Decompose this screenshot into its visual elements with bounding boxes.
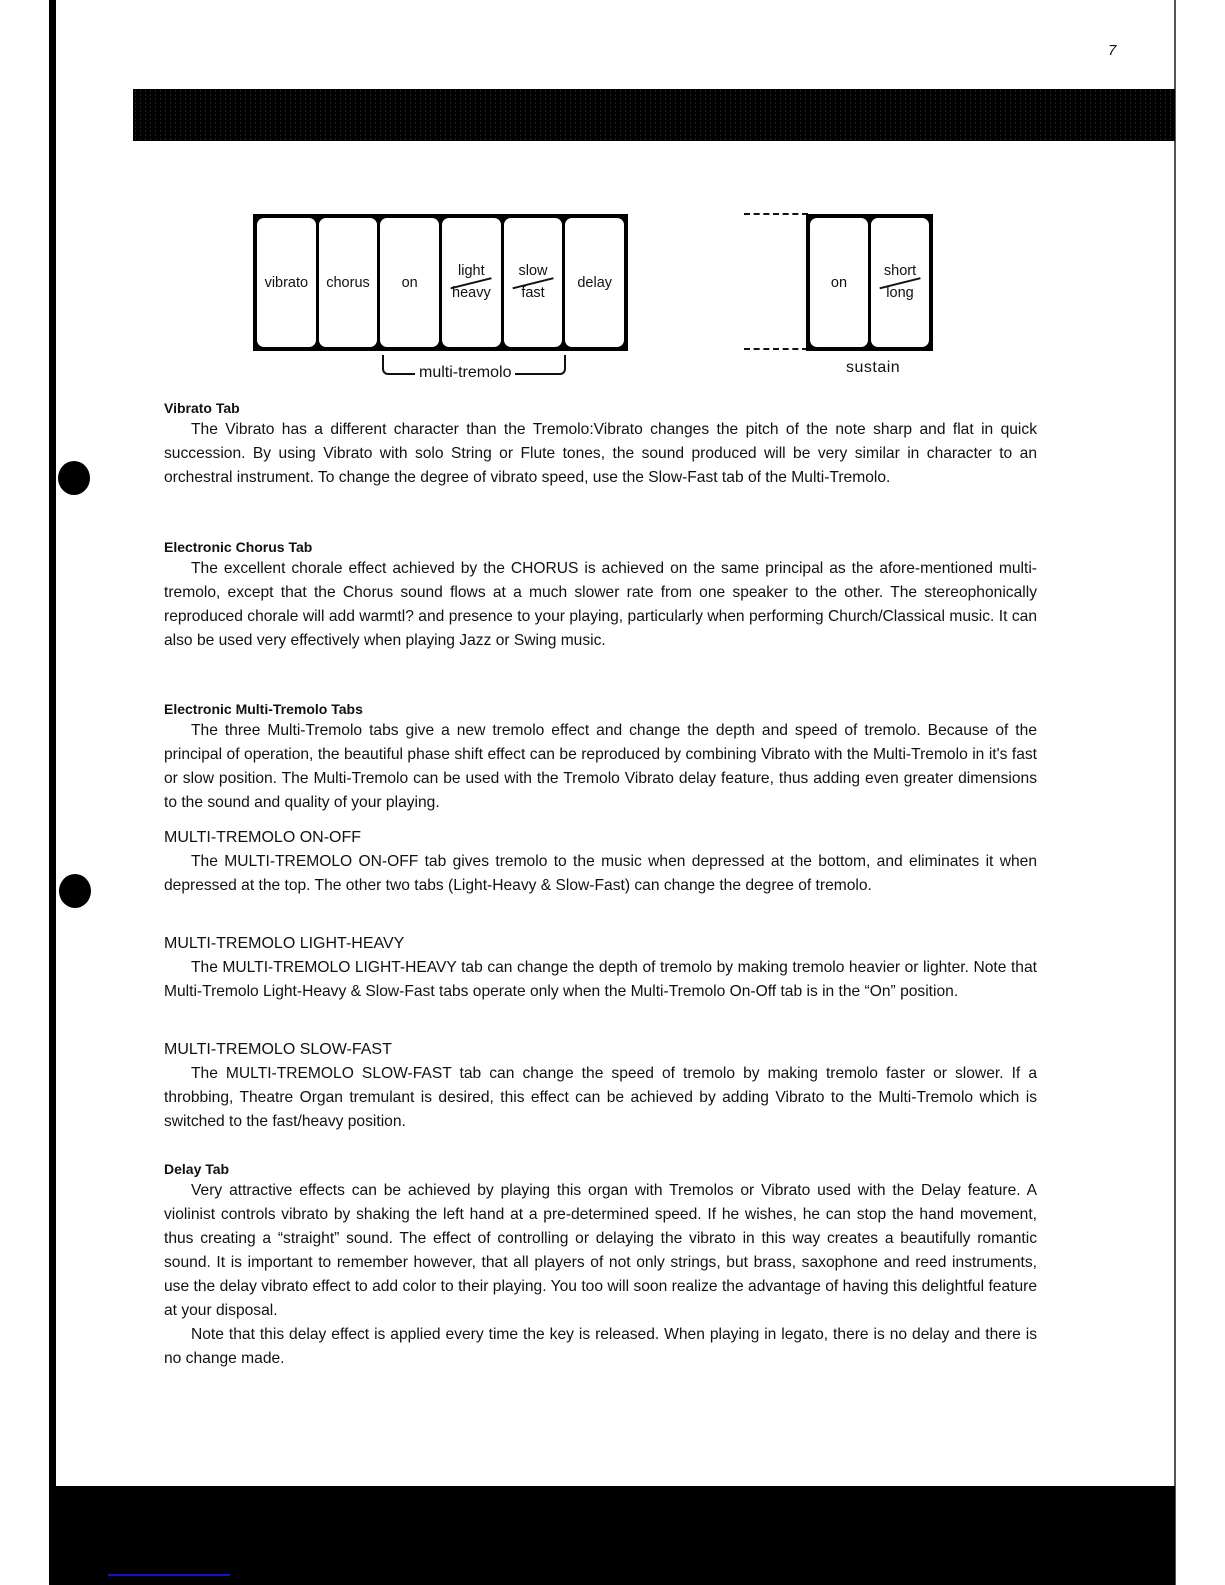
tab-chorus [319,218,378,347]
tab-label-top: light [458,262,485,279]
section-heading: Electronic Chorus Tab [164,539,313,555]
section-light-heavy [164,932,1037,1004]
tab-label: vibrato [264,274,309,291]
tab-light-heavy [442,218,501,347]
section-body: The MULTI-TREMOLO ON-OFF tab gives tremolo to the music when depressed at the bottom, and eliminates it when depressed at the top. The other two tabs (Light-Heavy & Slow-Fast) can change the degree of tremolo. [164,853,1037,894]
section-delay [164,1159,1037,1371]
section-heading: Electronic Multi-Tremolo Tabs [164,701,363,717]
section-body: Very attractive effects can be achieved by playing this organ with Tremolos or Vibrato used with the Delay feature. A violinist controls vibrato by shaking the left hand at a pre-determined speed. If he wishes, he can stop the hand movement, thus creating a “straight” sound. The effect of controlling or delaying the vibrato in this way creates a beautifully romantic sound. It is important to remember however, that all players of not only strings, but brass, saxophone and reed instruments, use the delay vibrato effect to add color to their playing. You too will soon realize the advantage of having this delightful feature at your disposal. [164,1182,1037,1319]
tab-tremolo-on [380,218,439,347]
tab-short-long [871,218,929,347]
section-body: The excellent chorale effect achieved by the CHORUS is achieved on the same principal as the afore-mentioned multi-tremolo, except that the Chorus sound flows at a much slower rate from one speaker to the other. The stereophonically reproduced chorale will add warmtl? and presence to your playing, particularly when performing Church/Classical music. It can also be used very effectively when playing Jazz or Swing music. [164,560,1037,649]
tab-diagram-main [253,214,628,351]
footer-underline [108,1574,230,1576]
tab-label-top: slow [518,262,548,279]
header-band [133,89,1175,141]
section-heading: MULTI-TREMOLO ON-OFF [164,829,362,846]
tab-label: on [401,274,418,291]
section-heading: MULTI-TREMOLO SLOW-FAST [164,1041,392,1058]
section-multi-tremolo [164,699,1037,815]
tab-label-top: short [883,262,917,279]
tab-label-bottom: heavy [452,284,491,301]
section-body: The Vibrato has a different character than the Tremolo:Vibrato changes the pitch of the note sharp and flat in quick succession. By using Vibrato with solo String or Flute tones, the sound produced will be very similar in character to an orchestral instrument. To change the degree of vibrato speed, use the Slow-Fast tab of the Multi-Tremolo. [164,421,1037,486]
punch-hole-icon [58,461,90,495]
punch-hole-icon [59,874,91,908]
section-body: The MULTI-TREMOLO SLOW-FAST tab can change the speed of tremolo by making tremolo faster or slower. If a throbbing, Theatre Organ tremulant is desired, this effect can be achieved by adding Vibrato to the Multi-Tremolo which is switched to the fast/heavy position. [164,1065,1037,1130]
tab-label: chorus [326,274,370,291]
tab-label-bottom: long [886,284,914,301]
section-vibrato [164,398,1037,490]
binding-edge-rule [49,0,56,1585]
section-chorus [164,537,1037,653]
tab-delay [565,218,624,347]
sustain-label: sustain [846,359,901,376]
section-heading: Delay Tab [164,1161,230,1177]
section-note: Note that this delay effect is applied every time the key is released. When playing in legato, there is no delay and there is no change made. [164,1326,1037,1367]
section-slow-fast [164,1038,1037,1134]
tab-sustain-on [810,218,868,347]
section-body: The MULTI-TREMOLO LIGHT-HEAVY tab can change the depth of tremolo by making tremolo heavier or lighter. Note that Multi-Tremolo Light-Heavy & Slow-Fast tabs operate only when the Multi-Tremolo On-Off tab is in the “On” position. [164,959,1037,1000]
page-edge-rule [1174,0,1176,1585]
dashed-guide-top [744,213,808,215]
tab-label-bottom: fast [521,284,545,301]
multi-tremolo-label: multi-tremolo [415,364,515,382]
tab-label: on [830,274,848,291]
section-heading: MULTI-TREMOLO LIGHT-HEAVY [164,935,405,952]
section-on-off [164,826,1037,898]
tab-label: delay [577,274,613,291]
tab-slow-fast [504,218,563,347]
dashed-guide-bottom [744,348,808,350]
footer-band [53,1486,1175,1585]
section-heading: Vibrato Tab [164,400,240,416]
page-number: 7 [1108,42,1117,59]
section-body: The three Multi-Tremolo tabs give a new tremolo effect and change the depth and speed of tremolo. Because of the principal of operation, the beautiful phase shift effect can be reproduced by combining Vibrato with the Multi-Tremolo in it's fast or slow position. The Multi-Tremolo can be used with the Tremolo Vibrato delay feature, thus adding even greater dimensions to the sound and quality of your playing. [164,722,1037,811]
tab-vibrato [257,218,316,347]
tab-diagram-sustain [806,214,933,351]
